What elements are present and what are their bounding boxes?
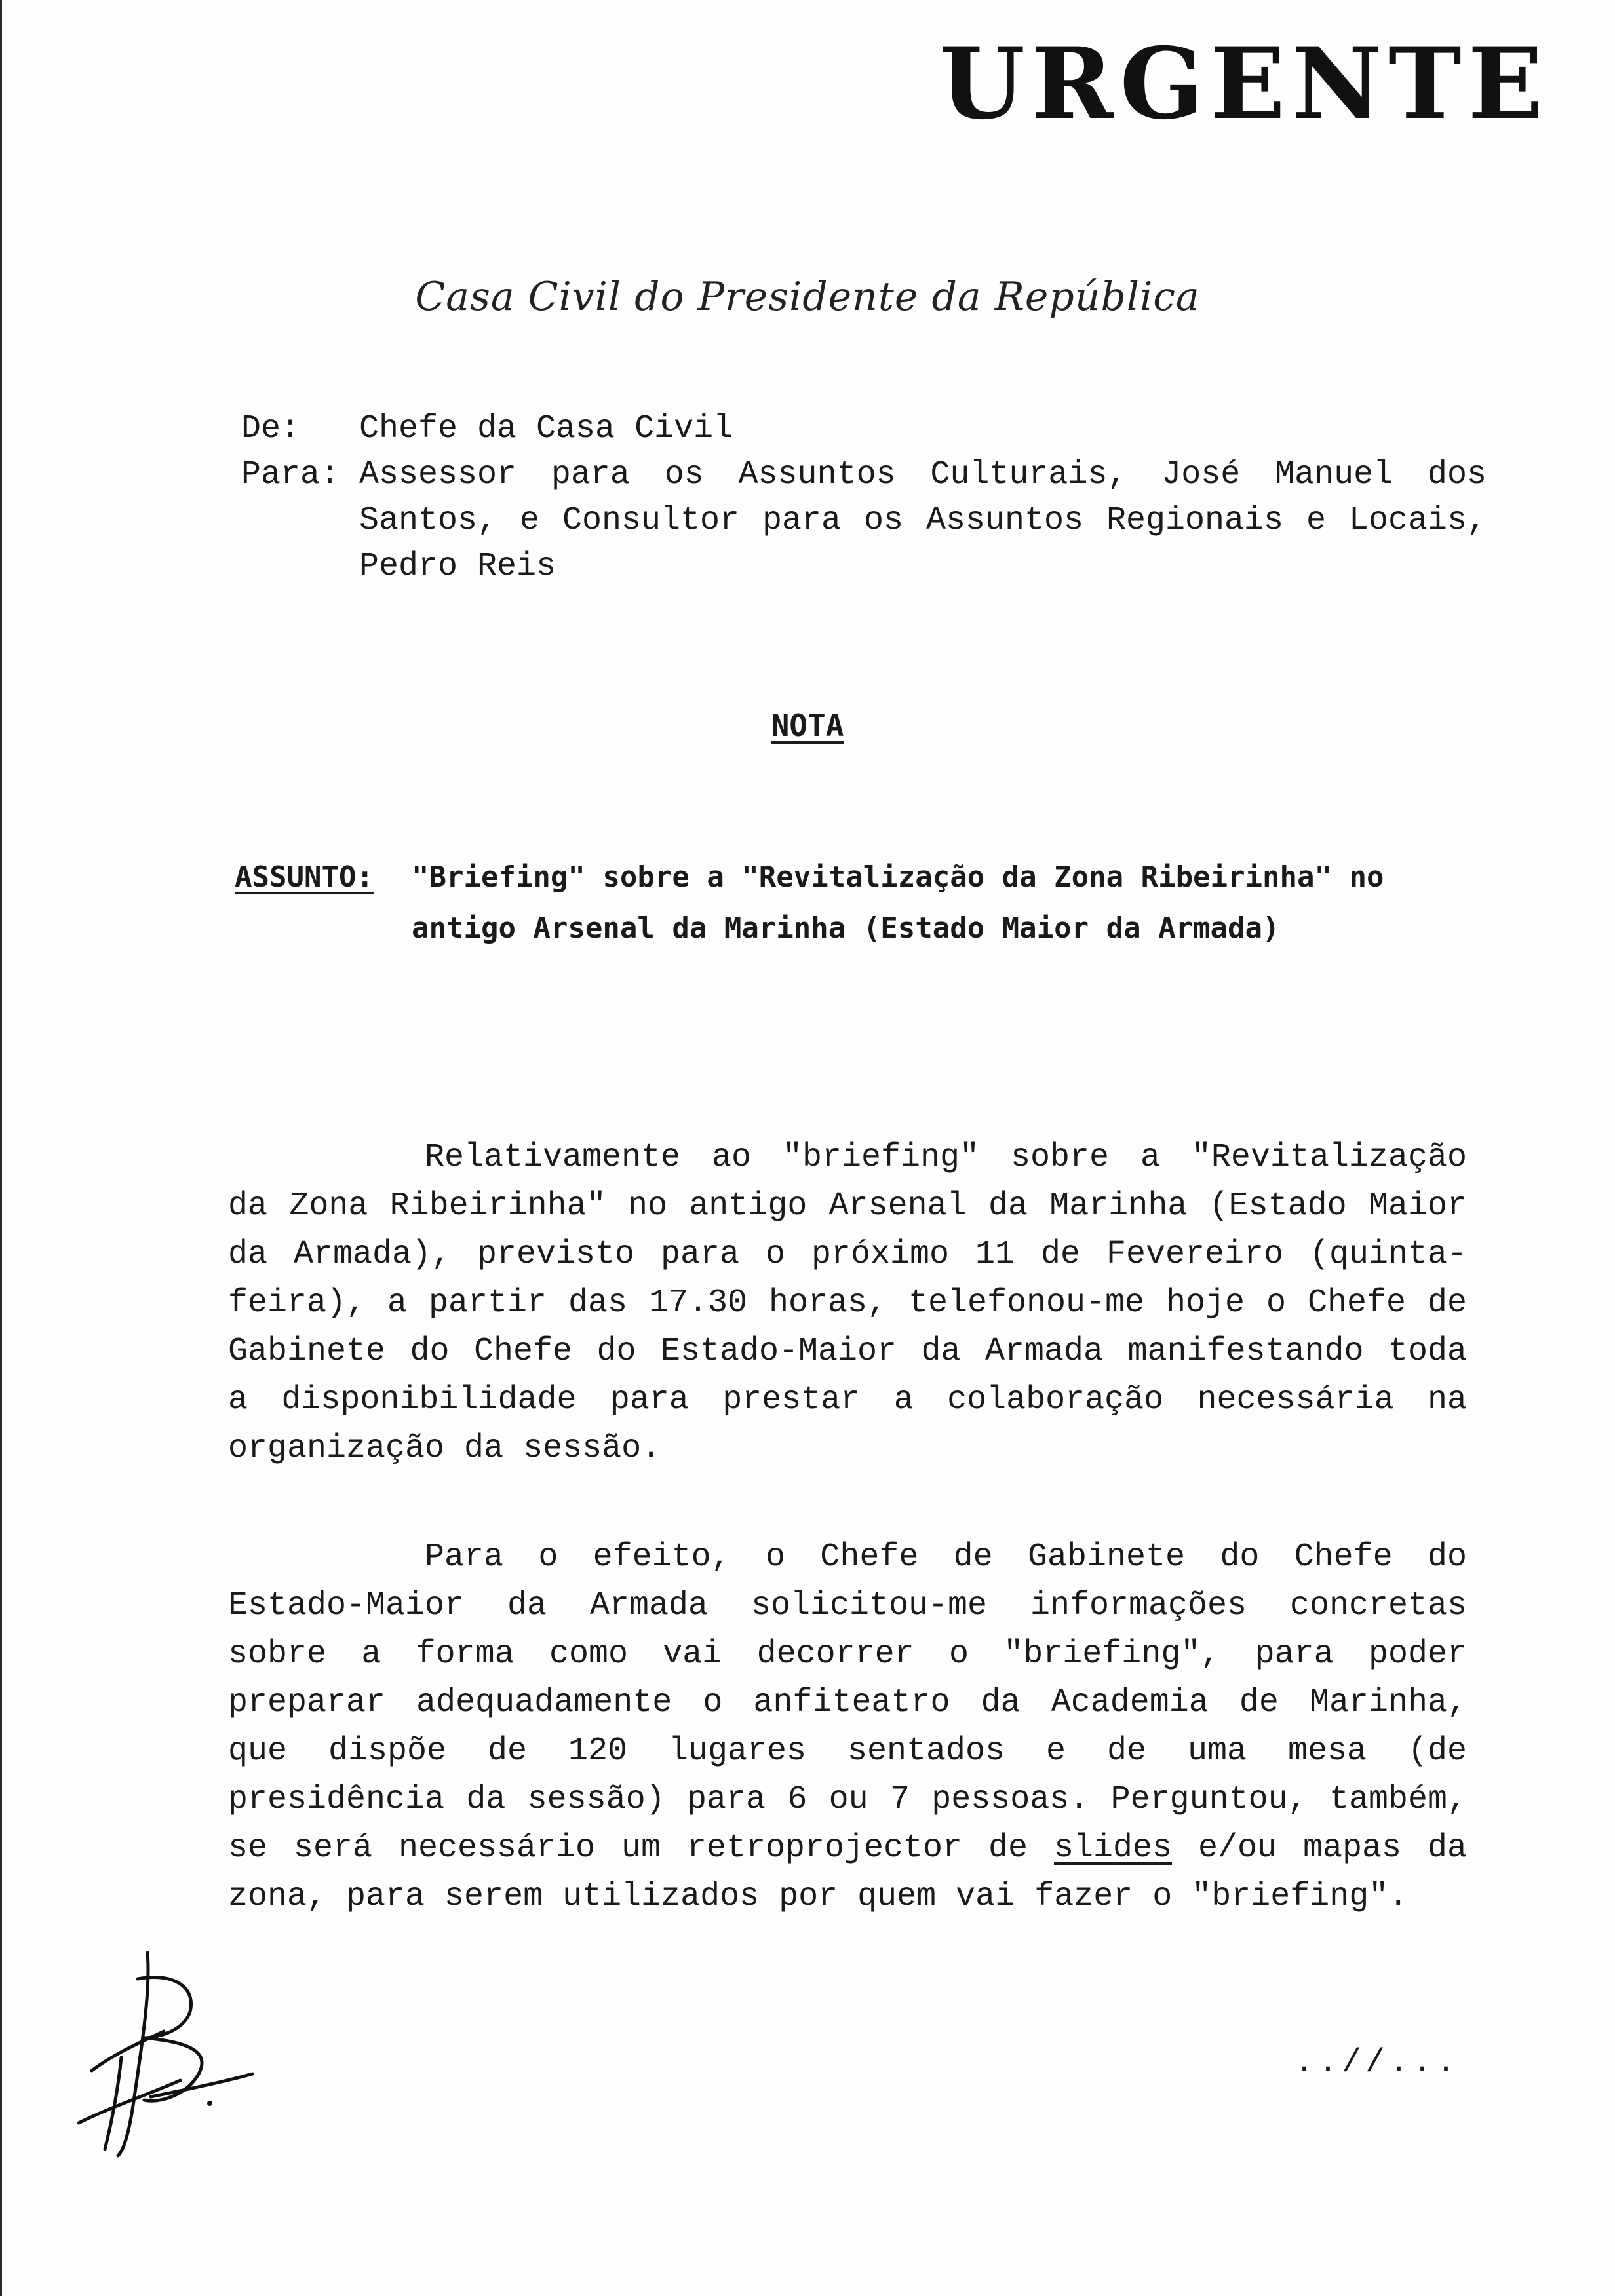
subject-text: "Briefing" sobre a "Revitalização da Zona Ribeirinha" no antigo Arsenal da Marinha (Estado Maior da Armada) (412, 860, 1384, 945)
to-label: Para: (241, 456, 340, 493)
body-paragraph-2 (228, 1533, 1467, 1921)
handwritten-signature (66, 1940, 262, 2162)
urgent-stamp: URGENTE (939, 26, 1549, 142)
paragraph-2-text-a: Para o efeito, o Chefe de Gabinete do Chefe do Estado-Maior da Armada solicitou-me informações concretas sobre a forma como vai decorrer o "briefing", para poder preparar adequadamente o anfiteatro da Academia de Marinha, que dispõe de 120 lugares sentados e de uma mesa (de presidência da sessão) para 6 ou 7 pessoas. Perguntou, também, se será necessário um retroprojector de (228, 1539, 1467, 1867)
subject-label-wrap (235, 852, 412, 954)
letterhead: Casa Civil do Presidente da República (415, 274, 1200, 320)
memo-header (241, 406, 1487, 590)
document-type-label: NOTA (771, 708, 844, 743)
to-value: Assessor para os Assuntos Culturais, José Manuel dos Santos, e Consultor para os Assuntos Regionais e Locais, Pedro Reis (359, 456, 1487, 585)
document-type (0, 708, 1615, 743)
from-row (241, 406, 1487, 452)
paragraph-2-text-b: e/ou mapas da zona, para serem utilizados por quem vai fazer o "briefing". (228, 1829, 1467, 1915)
paragraph-2-underlined: slides (1054, 1829, 1173, 1867)
subject-separator: : (356, 860, 374, 894)
scan-edge (0, 0, 2, 2296)
body-paragraph-1: Relativamente ao "briefing" sobre a "Revitalização da Zona Ribeirinha" no antigo Arsenal da Marinha (Estado Maior da Armada), previsto para o próximo 11 de Fevereiro (quinta-feira), a partir das 17.30 horas, telefonou-me hoje o Chefe de Gabinete do Chefe do Estado-Maior da Armada manifestando toda a disponibilidade para prestar a colaboração necessária na organização da sessão. (228, 1139, 1467, 1467)
subject-label: ASSUNTO (235, 860, 357, 894)
to-row (241, 452, 1487, 590)
from-value: Chefe da Casa Civil (359, 410, 733, 448)
subject-block (235, 852, 1480, 954)
continuation-mark: ..//... (1294, 2044, 1460, 2082)
from-label: De: (241, 410, 301, 448)
